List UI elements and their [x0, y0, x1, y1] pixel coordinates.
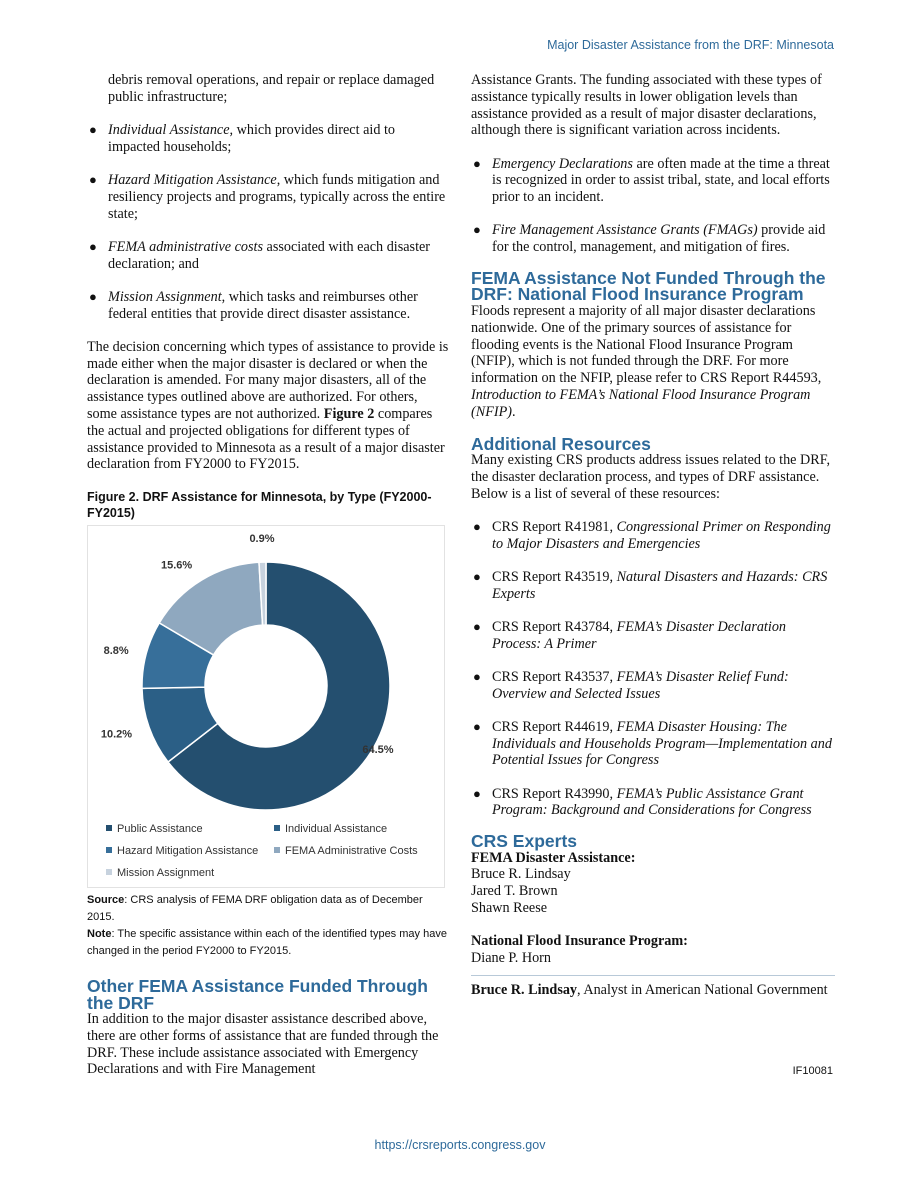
report-item: ● CRS Report R41981, Congressional Primer on Responding to Major Disasters and Emergencies	[473, 518, 831, 552]
slice-label-individual-assistance: 10.2%	[100, 728, 133, 741]
list-item: ● Individual Assistance, which provides direct aid to impacted households;	[89, 121, 395, 155]
author-line: Bruce R. Lindsay, Analyst in American National Government	[471, 981, 828, 998]
right-column	[471, 72, 835, 999]
resources-paragraph: Many existing CRS products address issues related to the DRF, the disaster declaration process, and types of DRF assistance. Below is a list of several of these resources:	[471, 452, 831, 502]
left-column	[87, 72, 449, 1078]
bullet-icon: ●	[473, 155, 481, 171]
bullet-icon: ●	[89, 288, 97, 304]
section-heading-nfip: FEMA Assistance Not Funded Through the DRF: National Flood Insurance Program	[471, 267, 826, 305]
bullet-icon: ●	[89, 121, 97, 137]
slice-label-public-assistance: 64.5%	[362, 744, 394, 757]
section-heading-resources: Additional Resources	[471, 433, 651, 454]
footer-url[interactable]: https://crsreports.congress.gov	[374, 1138, 546, 1152]
running-header: Major Disaster Assistance from the DRF: Minnesota	[547, 38, 834, 52]
slice-label-fema-admin-costs: 15.6%	[160, 559, 193, 572]
list-item: ● Mission Assignment, which tasks and reimburses other federal entities that provide direct disaster assistance.	[89, 288, 418, 322]
bullet-icon: ●	[473, 222, 481, 238]
expert-name: Diane P. Horn	[471, 950, 551, 966]
continuation-text: debris removal operations, and repair or replace damaged public infrastructure;	[108, 72, 435, 105]
list-item: ● Hazard Mitigation Assistance, which funds mitigation and resiliency projects and programs, typically across the entire state;	[89, 171, 446, 222]
legend-item-fema-admin-costs: FEMA Administrative Costs	[274, 845, 418, 857]
bullet-icon: ●	[473, 668, 481, 684]
figure-source: Source: CRS analysis of FEMA DRF obligation data as of December 2015.	[87, 894, 423, 924]
other-assistance-list	[471, 156, 835, 256]
expert-name: Jared T. Brown	[471, 883, 558, 900]
bullet-icon: ●	[473, 618, 481, 634]
legend-swatch	[106, 825, 112, 831]
assistance-type-list	[87, 122, 449, 322]
bullet-icon: ●	[89, 171, 97, 187]
bullet-icon: ●	[473, 785, 481, 801]
list-item: ● Fire Management Assistance Grants (FMAGs) provide aid for the control, management, and mitigation of fires.	[473, 222, 826, 256]
legend-item-hazard-mitigation: Hazard Mitigation Assistance	[106, 845, 258, 857]
bullet-icon: ●	[473, 718, 481, 734]
report-item: ● CRS Report R43519, Natural Disasters and Hazards: CRS Experts	[473, 568, 828, 602]
report-list	[471, 519, 835, 819]
decision-paragraph: The decision concerning which types of assistance to provide is made either when the major disaster is declared or when the declaration is amended. For many major disasters, all of the assistance types outlined above are authorized. For others, some assistance types are not authorized. Figure 2 compares the actual and projected obligations for different types of assistance provided to Minnesota as a result of a major disaster declaration from FY2000 to FY2015.	[87, 338, 449, 473]
continuation-text: Assistance Grants. The funding associated with these types of assistance typically results in lower obligation levels than assistance provided as a result of major disaster declarations, although there is significant variation across incidents.	[471, 72, 822, 139]
expert-name: Bruce R. Lindsay	[471, 866, 571, 883]
bullet-icon: ●	[473, 518, 481, 534]
slice-label-hazard-mitigation: 8.8%	[103, 644, 129, 657]
other-assistance-paragraph: In addition to the major disaster assistance described above, there are other forms of assistance that are funded through the DRF. These include assistance associated with Emergency Declarations and with Fire Management	[87, 1011, 439, 1078]
legend-item-public-assistance: Public Assistance	[106, 823, 203, 835]
report-id: IF10081	[792, 1065, 833, 1077]
legend-item-individual-assistance: Individual Assistance	[274, 823, 387, 835]
report-item: ● CRS Report R43784, FEMA’s Disaster Declaration Process: A Primer	[473, 618, 787, 652]
section-heading-other-fema: Other FEMA Assistance Funded Through the DRF	[87, 976, 428, 1013]
legend-swatch	[274, 825, 280, 831]
legend-swatch	[106, 847, 112, 853]
donut-chart	[87, 525, 445, 888]
list-item: ● FEMA administrative costs associated with each disaster declaration; and	[89, 238, 431, 272]
experts-group-nfip: National Flood Insurance Program:	[471, 933, 688, 950]
report-item: ● CRS Report R43537, FEMA’s Disaster Relief Fund: Overview and Selected Issues	[473, 668, 789, 702]
nfip-paragraph: Floods represent a majority of all major disaster declarations nationwide. One of the primary sources of assistance for flooding events is the National Flood Insurance Program (NFIP), which is not funded through the DRF. For more information on the NFIP, please refer to CRS Report R44593, Introduction to FEMA’s National Flood Insurance Program (NFIP).	[471, 302, 822, 420]
experts-group-fema: FEMA Disaster Assistance:	[471, 849, 636, 866]
slice-label-mission-assignment: 0.9%	[249, 533, 275, 546]
legend-swatch	[274, 847, 280, 853]
legend-item-mission-assignment: Mission Assignment	[106, 867, 214, 879]
report-item: ● CRS Report R43990, FEMA’s Public Assistance Grant Program: Background and Considerations for Congress	[473, 785, 812, 819]
section-heading-experts: CRS Experts	[471, 831, 578, 852]
figure-note: Note: The specific assistance within each of the identified types may have changed in the period FY2000 to FY2015.	[87, 928, 447, 958]
bullet-icon: ●	[473, 568, 481, 584]
legend-swatch	[106, 869, 112, 875]
figure-title: Figure 2. DRF Assistance for Minnesota, by Type (FY2000-FY2015)	[87, 490, 432, 521]
report-item: ● CRS Report R44619, FEMA Disaster Housing: The Individuals and Households Program—Implementation and Potential Issues for Congress	[473, 718, 832, 769]
expert-name: Shawn Reese	[471, 900, 548, 917]
donut-chart-svg	[88, 526, 444, 826]
list-item: ● Emergency Declarations are often made at the time a threat is recognized in order to assist tribal, state, and local efforts prior to an incident.	[473, 155, 830, 206]
bullet-icon: ●	[89, 238, 97, 254]
